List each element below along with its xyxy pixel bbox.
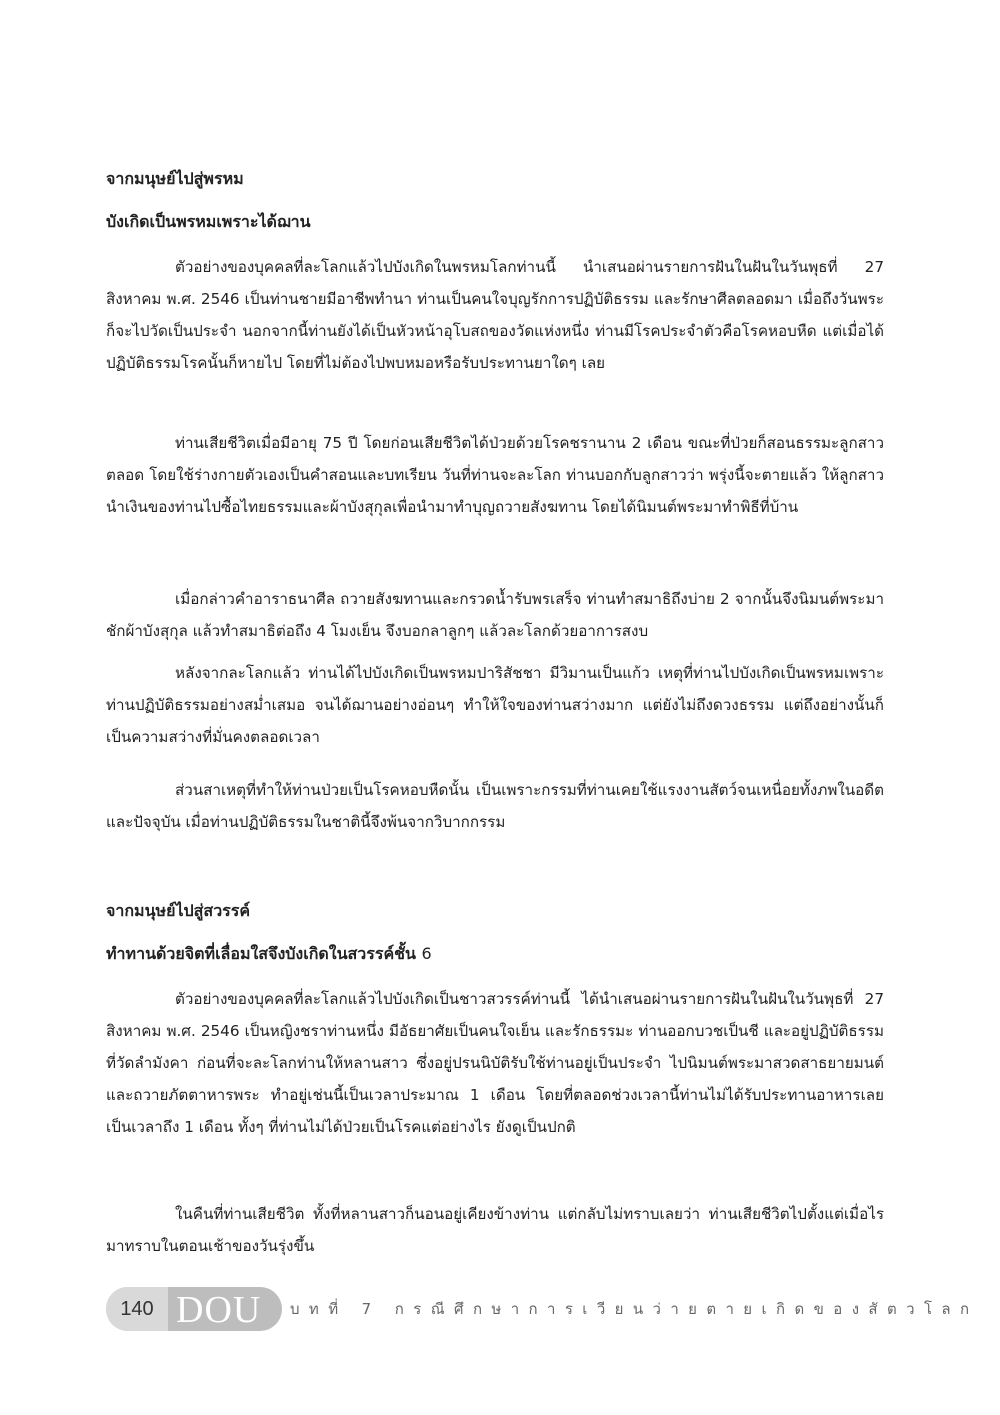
footer-badge bbox=[106, 1287, 282, 1331]
chapter-title: บทที่ 7 กรณีศึกษาการเวียนว่ายตายเกิดของสัตวโลก bbox=[290, 1300, 979, 1318]
subheading-text: ทำทานด้วยจิตที่เลื่อมใสจึงบังเกิดในสวรรค์ชั้น bbox=[106, 944, 416, 963]
section-heading: จากมนุษย์ไปสู่สวรรค์ bbox=[106, 901, 251, 920]
page-number: 140 bbox=[106, 1287, 168, 1331]
section-heading: จากมนุษย์ไปสู่พรหม bbox=[106, 169, 244, 188]
subheading-number: 6 bbox=[421, 944, 432, 963]
page-footer bbox=[106, 1287, 979, 1331]
paragraph: ตัวอย่างของบุคคลที่ละโลกแล้วไปบังเกิดเป็นชาวสวรรค์ท่านนี้ ได้นำเสนอผ่านรายการฝันในฝันในวันพุธที่ 27 สิงหาคม พ.ศ. 2546 เป็นหญิงชราท่านหนึ่ง มีอัธยาศัยเป็นคนใจเย็น และรักธรรมะ ท่านออกบวชเป็นชี และอยู่ปฏิบัติธรรมที่วัดลำมังคา ก่อนที่จะละโลกท่านให้หลานสาว ซึ่งอยู่ปรนนิบัติรับใช้ท่านอยู่เป็นประจำ ไปนิมนต์พระมาสวดสาธยายมนต์และถวายภัตตาหารพระ ทำอยู่เช่นนี้เป็นเวลาประมาณ 1 เดือน โดยที่ตลอดช่วงเวลานี้ท่านไม่ได้รับประทานอาหารเลยเป็นเวลาถึง 1 เดือน ทั้งๆ ที่ท่านไม่ได้ป่วยเป็นโรคแต่อย่างไร ยังดูเป็นปกติ bbox=[106, 990, 884, 1136]
paragraph: ในคืนที่ท่านเสียชีวิต ทั้งที่หลานสาวก็นอนอยู่เคียงข้างท่าน แต่กลับไม่ทราบเลยว่า ท่านเสียชีวิตไปตั้งแต่เมื่อไร มาทราบในตอนเช้าของวันรุ่งขึ้น bbox=[106, 1205, 884, 1255]
paragraph: ท่านเสียชีวิตเมื่อมีอายุ 75 ปี โดยก่อนเสียชีวิตได้ป่วยด้วยโรคชรานาน 2 เดือน ขณะที่ป่วยก็สอนธรรมะลูกสาวตลอด โดยใช้ร่างกายตัวเองเป็นคำสอนและบทเรียน วันที่ท่านจะละโลก ท่านบอกกับลูกสาวว่า พรุ่งนี้จะตายแล้ว ให้ลูกสาวนำเงินของท่านไปซื้อไทยธรรมและผ้าบังสุกุลเพื่อนำมาทำบุญถวายสังฆทาน โดยได้นิมนต์พระมาทำพิธีที่บ้าน bbox=[106, 434, 884, 516]
dou-logo: DOU bbox=[176, 1289, 262, 1331]
paragraph: ตัวอย่างของบุคคลที่ละโลกแล้วไปบังเกิดในพรหมโลกท่านนี้ นำเสนอผ่านรายการฝันในฝันในวันพุธที่ 27 สิงหาคม พ.ศ. 2546 เป็นท่านชายมีอาชีพทำนา ท่านเป็นคนใจบุญรักการปฏิบัติธรรม และรักษาศีลตลอดมา เมื่อถึงวันพระก็จะไปวัดเป็นประจำ นอกจากนี้ท่านยังได้เป็นหัวหน้าอุโบสถของวัดแห่งหนึ่ง ท่านมีโรคประจำตัวคือโรคหอบหืด แต่เมื่อได้ปฏิบัติธรรมโรคนั้นก็หายไป โดยที่ไม่ต้องไปพบหมอหรือรับประทานยาใดๆ เลย bbox=[106, 258, 884, 372]
paragraph: ส่วนสาเหตุที่ทำให้ท่านป่วยเป็นโรคหอบหืดนั้น เป็นเพราะกรรมที่ท่านเคยใช้แรงงานสัตว์จนเหนื่อยทั้งภพในอดีตและปัจจุบัน เมื่อท่านปฏิบัติธรรมในชาตินี้จึงพ้นจากวิบากกรรม bbox=[106, 781, 884, 831]
section-subheading: บังเกิดเป็นพรหมเพราะได้ฌาน bbox=[106, 212, 311, 231]
paragraph: หลังจากละโลกแล้ว ท่านได้ไปบังเกิดเป็นพรหมปาริสัชชา มีวิมานเป็นแก้ว เหตุที่ท่านไปบังเกิดเป็นพรหมเพราะท่านปฏิบัติธรรมอย่างสม่ำเสมอ จนได้ฌานอย่างอ่อนๆ ทำให้ใจของท่านสว่างมาก แต่ยังไม่ถึงดวงธรรม แต่ถึงอย่างนั้นก็เป็นความสว่างที่มั่นคงตลอดเวลา bbox=[106, 664, 884, 746]
paragraph: เมื่อกล่าวคำอาราธนาศีล ถวายสังฆทานและกรวดน้ำรับพรเสร็จ ท่านทำสมาธิถึงบ่าย 2 จากนั้นจึงนิมนต์พระมาชักผ้าบังสุกุล แล้วทำสมาธิต่อถึง 4 โมงเย็น จึงบอกลาลูกๆ แล้วละโลกด้วยอาการสงบ bbox=[106, 590, 884, 640]
section-subheading bbox=[106, 942, 432, 966]
